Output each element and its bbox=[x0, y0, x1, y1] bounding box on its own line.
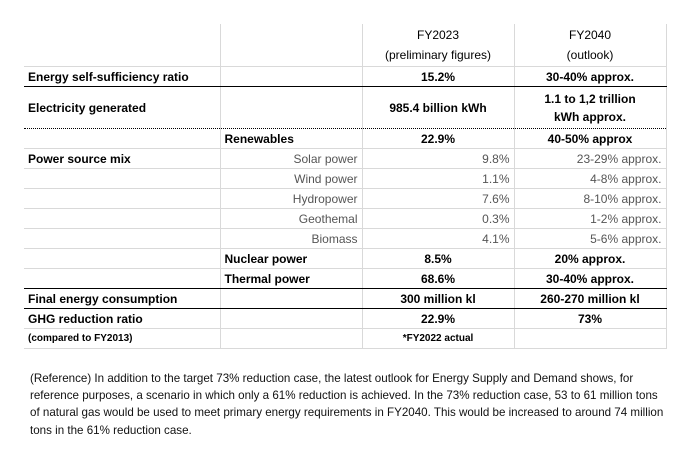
row-label: Nuclear power bbox=[220, 249, 362, 269]
header-fy2040-year: FY2040 bbox=[568, 28, 612, 42]
table-row bbox=[24, 169, 666, 189]
header-fy2040 bbox=[514, 24, 666, 67]
row-sublabel: Wind power bbox=[220, 169, 362, 189]
cell-fy2023: 15.2% bbox=[362, 67, 514, 87]
row-sublabel: Hydropower bbox=[220, 189, 362, 209]
cell-fy2040: 23-29% approx. bbox=[514, 149, 666, 169]
row-label: Energy self-sufficiency ratio bbox=[24, 67, 220, 87]
cell-fy2040 bbox=[514, 87, 666, 129]
cell-fy2023: 985.4 billion kWh bbox=[362, 87, 514, 129]
cell-fy2023: 7.6% bbox=[362, 189, 514, 209]
cell-fy2023: *FY2022 actual bbox=[362, 329, 514, 349]
row-label: Electricity generated bbox=[24, 87, 220, 129]
cell-fy2023: 22.9% bbox=[362, 309, 514, 329]
row-sublabel: Geothemal bbox=[220, 209, 362, 229]
energy-outlook-table bbox=[24, 24, 667, 349]
cell-fy2040: 5-6% approx. bbox=[514, 229, 666, 249]
cell-fy2040: 40-50% approx bbox=[514, 129, 666, 149]
row-label: Final energy consumption bbox=[24, 289, 220, 309]
table-row bbox=[24, 229, 666, 249]
header-fy2023-sub: (preliminary figures) bbox=[384, 48, 492, 62]
cell-fy2040-line2: kWh approx. bbox=[553, 109, 626, 124]
cell-fy2040-line1: 1.1 to 1,2 trillion bbox=[544, 91, 636, 106]
cell-fy2040: 30-40% approx. bbox=[514, 67, 666, 87]
cell-fy2023: 4.1% bbox=[362, 229, 514, 249]
cell-fy2023: 22.9% bbox=[362, 129, 514, 149]
reference-note: (Reference) In addition to the target 73% reduction case, the latest outlook for Energy Supply and Demand shows, for reference purposes, a scenario in which only a 61% reduction is achieved. In the 73% reduction case, 53 to 61 million tons of natural gas would be used to meet primary energy requirements in FY2040. This would be increased to around 74 million tons in the 61% reduction case. bbox=[30, 372, 664, 437]
table-row bbox=[24, 189, 666, 209]
row-label: Power source mix bbox=[24, 149, 220, 169]
table-row bbox=[24, 309, 666, 329]
cell-fy2023: 8.5% bbox=[362, 249, 514, 269]
table-row bbox=[24, 67, 666, 87]
table-row bbox=[24, 209, 666, 229]
table-row bbox=[24, 249, 666, 269]
cell-fy2040: 1-2% approx. bbox=[514, 209, 666, 229]
cell-fy2040: 8-10% approx. bbox=[514, 189, 666, 209]
cell-fy2023: 68.6% bbox=[362, 269, 514, 289]
cell-fy2040: 20% approx. bbox=[514, 249, 666, 269]
cell-fy2023: 9.8% bbox=[362, 149, 514, 169]
cell-fy2040: 4-8% approx. bbox=[514, 169, 666, 189]
header-fy2023-year: FY2023 bbox=[416, 28, 460, 42]
row-label: Thermal power bbox=[220, 269, 362, 289]
cell-fy2040: 73% bbox=[514, 309, 666, 329]
cell-fy2023: 1.1% bbox=[362, 169, 514, 189]
cell-fy2023: 300 million kl bbox=[362, 289, 514, 309]
row-label: GHG reduction ratio bbox=[24, 309, 220, 329]
table-header-row bbox=[24, 24, 666, 67]
table-row bbox=[24, 129, 666, 149]
cell-fy2040: 260-270 million kl bbox=[514, 289, 666, 309]
table-row bbox=[24, 269, 666, 289]
table-row bbox=[24, 149, 666, 169]
header-fy2040-sub: (outlook) bbox=[566, 48, 614, 62]
table-row bbox=[24, 289, 666, 309]
row-sublabel: Solar power bbox=[220, 149, 362, 169]
row-label: Renewables bbox=[220, 129, 362, 149]
cell-fy2023: 0.3% bbox=[362, 209, 514, 229]
table-row bbox=[24, 329, 666, 349]
row-label: (compared to FY2013) bbox=[24, 329, 220, 349]
cell-fy2040: 30-40% approx. bbox=[514, 269, 666, 289]
header-fy2023 bbox=[362, 24, 514, 67]
row-sublabel: Biomass bbox=[220, 229, 362, 249]
table-row bbox=[24, 87, 666, 129]
